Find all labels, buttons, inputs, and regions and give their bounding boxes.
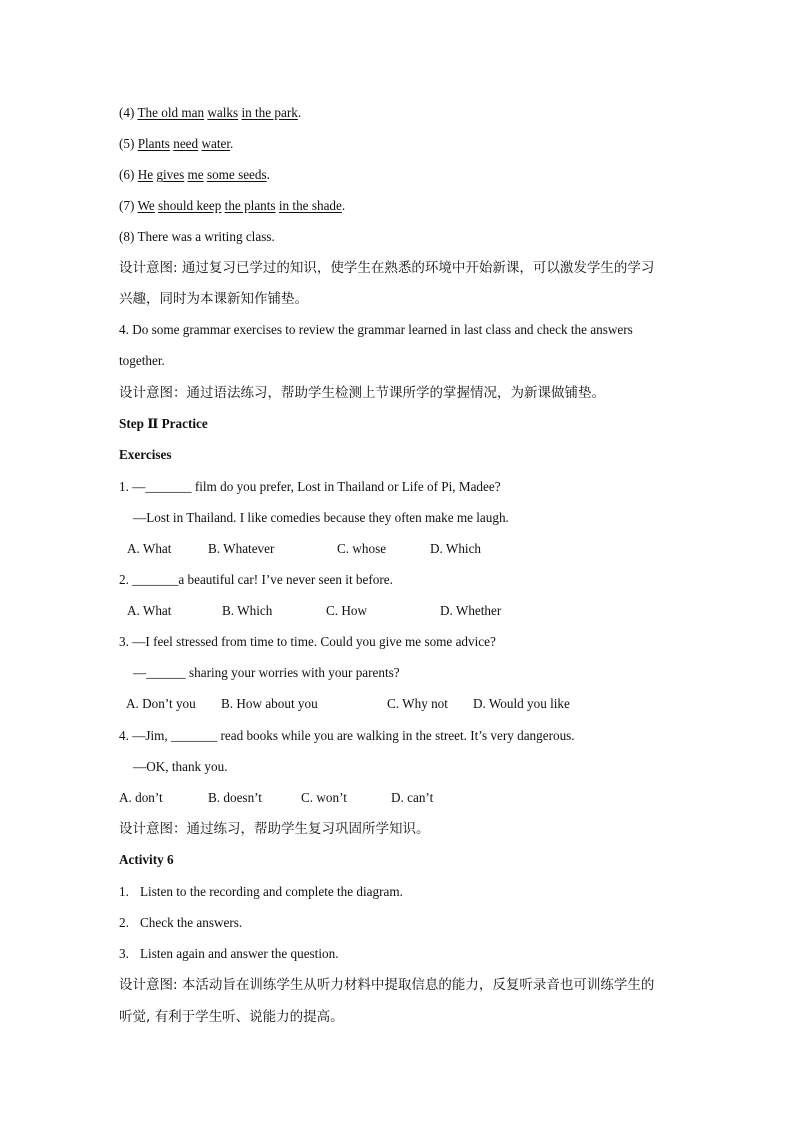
q1-option-c: C. whose [337, 541, 387, 556]
sentence-4 [119, 104, 301, 122]
sentence-text: . [341, 198, 346, 213]
activity-step-2 [119, 914, 242, 932]
item-4-line2: together. [119, 353, 165, 368]
underlined-phrase: The old man [137, 105, 205, 120]
step-text: Listen again and answer the question. [140, 946, 339, 961]
q1-option-d: D. Which [430, 541, 482, 556]
activity-step-3 [119, 945, 339, 963]
sentence-text: . [297, 105, 302, 120]
q4-option-c: C. won’t [301, 790, 347, 805]
step-number: 3. [119, 946, 129, 961]
exercises-heading: Exercises [119, 447, 172, 462]
question-4-answer: —OK, thank you. [133, 759, 228, 774]
underlined-phrase: We [137, 198, 155, 213]
item-4-line1: 4. Do some grammar exercises to review the grammar learned in last class and check the answers [119, 322, 633, 337]
design-intent-1-line2: 兴趣，同时为本课新知作铺垫。 [119, 291, 308, 307]
underlined-phrase: Plants [137, 136, 170, 151]
step-number: 2. [119, 915, 129, 930]
design-intent-4-line1: 设计意图: 本活动旨在训练学生从听力材料中提取信息的能力，反复听录音也可训练学生的 [119, 977, 655, 993]
sentence-7 [119, 197, 345, 215]
q3-option-d: D. Would you like [473, 696, 570, 711]
underlined-phrase: gives [156, 167, 185, 182]
underlined-phrase: water [201, 136, 230, 151]
underlined-phrase: need [173, 136, 199, 151]
q2-option-a: A. What [127, 603, 172, 618]
question-2: 2. _______a beautiful car! I’ve never seen it before. [119, 572, 393, 587]
question-1-answer: —Lost in Thailand. I like comedies because they often make me laugh. [133, 510, 509, 525]
design-intent-3: 设计意图：通过练习，帮助学生复习巩固所学知识。 [119, 821, 430, 837]
q3-option-b: B. How about you [221, 696, 318, 711]
q2-option-c: C. How [326, 603, 368, 618]
sentence-number: (7) [119, 198, 138, 213]
q1-option-a: A. What [127, 541, 172, 556]
underlined-phrase: me [187, 167, 204, 182]
question-3-answer: —______ sharing your worries with your parents? [133, 665, 400, 680]
q3-option-a: A. Don’t you [126, 696, 196, 711]
underlined-phrase: He [137, 167, 154, 182]
step-number: 1. [119, 884, 129, 899]
question-3: 3. —I feel stressed from time to time. Could you give me some advice? [119, 634, 496, 649]
underlined-phrase: in the park [241, 105, 298, 120]
underlined-phrase: should keep [157, 198, 222, 213]
q4-option-a: A. don’t [119, 790, 163, 805]
step-text: Listen to the recording and complete the diagram. [140, 884, 403, 899]
underlined-phrase: walks [207, 105, 239, 120]
sentence-6 [119, 166, 270, 184]
design-intent-4-line2: 听觉, 有利于学生听、说能力的提高。 [119, 1009, 344, 1025]
sentence-text: . [230, 136, 234, 151]
step-2-heading: Step Ⅱ Practice [119, 416, 208, 431]
sentence-8 [119, 228, 275, 246]
underlined-phrase: the plants [224, 198, 276, 213]
step-text: Check the answers. [140, 915, 243, 930]
q1-option-b: B. Whatever [208, 541, 275, 556]
q2-option-b: B. Which [222, 603, 273, 618]
q4-option-d: D. can’t [391, 790, 434, 805]
design-intent-1-line1: 设计意图: 通过复习已学过的知识，使学生在熟悉的环境中开始新课，可以激发学生的学习 [119, 260, 655, 276]
underlined-phrase: some seeds [206, 167, 267, 182]
activity-6-heading: Activity 6 [119, 852, 174, 867]
q2-option-d: D. Whether [440, 603, 502, 618]
sentence-number: (8) [119, 229, 138, 244]
sentence-text: There was a writing class. [137, 229, 275, 244]
underlined-phrase: in the shade [278, 198, 342, 213]
question-4: 4. —Jim, _______ read books while you are walking in the street. It’s very dangerous. [119, 728, 575, 743]
q4-option-b: B. doesn’t [208, 790, 262, 805]
activity-step-1 [119, 883, 403, 901]
question-1: 1. —_______ film do you prefer, Lost in Thailand or Life of Pi, Madee? [119, 479, 501, 494]
sentence-number: (6) [119, 167, 138, 182]
q3-option-c: C. Why not [387, 696, 448, 711]
sentence-text: . [266, 167, 270, 182]
sentence-5 [119, 135, 233, 153]
design-intent-2: 设计意图：通过语法练习，帮助学生检测上节课所学的掌握情况，为新课做铺垫。 [119, 385, 605, 401]
sentence-number: (4) [119, 105, 138, 120]
sentence-number: (5) [119, 136, 138, 151]
